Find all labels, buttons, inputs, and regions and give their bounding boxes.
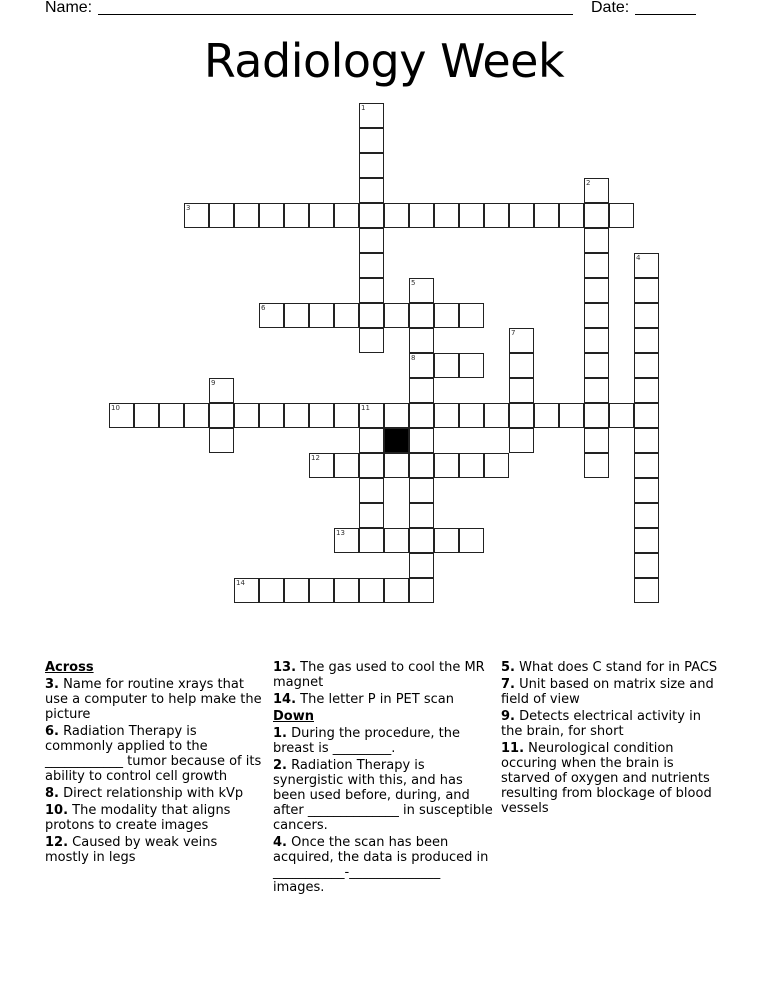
grid-cell[interactable] (634, 553, 659, 578)
grid-cell[interactable] (584, 228, 609, 253)
clue-across-14 (273, 692, 495, 707)
clue-number: 11. (501, 741, 525, 756)
clue-down-2 (273, 758, 495, 833)
grid-cell[interactable] (384, 203, 409, 228)
grid-cell[interactable] (359, 403, 384, 428)
grid-cell[interactable] (209, 378, 234, 403)
grid-cell[interactable] (584, 203, 609, 228)
cell-number: 8 (411, 354, 416, 362)
clue-text: Direct relationship with kVp (63, 786, 244, 801)
grid-cell[interactable] (409, 578, 434, 603)
grid-cell[interactable] (459, 353, 484, 378)
clue-text: Radiation Therapy is synergistic with this, and has been used before, during, and after ______________ in susceptible cancers. (273, 758, 493, 833)
grid-cell[interactable] (609, 403, 634, 428)
grid-cell[interactable] (509, 328, 534, 353)
clue-text: The modality that aligns protons to create images (45, 803, 231, 833)
grid-cell[interactable] (584, 278, 609, 303)
grid-cell[interactable] (334, 578, 359, 603)
clue-text: Once the scan has been acquired, the data is produced in ___________-______________ images. (273, 835, 489, 895)
grid-cell[interactable] (559, 203, 584, 228)
clue-number: 3. (45, 677, 59, 692)
cell-number: 14 (236, 579, 245, 587)
clue-across-3 (45, 677, 265, 722)
grid-cell[interactable] (159, 403, 184, 428)
grid-cell[interactable] (584, 353, 609, 378)
grid-cell[interactable] (634, 253, 659, 278)
grid-cell[interactable] (409, 278, 434, 303)
grid-cell[interactable] (434, 528, 459, 553)
grid-cell[interactable] (234, 203, 259, 228)
clue-text: Unit based on matrix size and field of view (501, 677, 714, 707)
grid-cell[interactable] (384, 453, 409, 478)
name-field[interactable] (98, 14, 573, 15)
grid-cell[interactable] (459, 303, 484, 328)
clue-number: 10. (45, 803, 69, 818)
grid-cell[interactable] (334, 453, 359, 478)
clue-text: What does C stand for in PACS (519, 660, 718, 675)
grid-cell[interactable] (359, 453, 384, 478)
grid-cell[interactable] (459, 403, 484, 428)
grid-cell[interactable] (259, 303, 284, 328)
grid-cell[interactable] (459, 453, 484, 478)
grid-cell[interactable] (384, 528, 409, 553)
date-field[interactable] (635, 14, 696, 15)
grid-cell[interactable] (484, 453, 509, 478)
grid-cell[interactable] (509, 403, 534, 428)
clue-number: 13. (273, 660, 297, 675)
clue-number: 7. (501, 677, 515, 692)
clue-text: During the procedure, the breast is _________. (273, 726, 460, 756)
grid-cell[interactable] (209, 428, 234, 453)
clues-column-3 (501, 660, 726, 818)
clue-number: 4. (273, 835, 287, 850)
grid-cell[interactable] (359, 428, 384, 453)
grid-cell[interactable] (309, 203, 334, 228)
grid-cell[interactable] (359, 203, 384, 228)
cell-number: 6 (261, 304, 266, 312)
cell-number: 9 (211, 379, 216, 387)
clue-down-9 (501, 709, 726, 739)
grid-cell[interactable] (359, 478, 384, 503)
grid-cell[interactable] (459, 203, 484, 228)
grid-cell[interactable] (309, 453, 334, 478)
grid-cell[interactable] (359, 578, 384, 603)
grid-cell[interactable] (359, 328, 384, 353)
grid-cell[interactable] (634, 403, 659, 428)
grid-cell[interactable] (259, 578, 284, 603)
name-label: Name: (45, 0, 93, 16)
grid-cell[interactable] (634, 528, 659, 553)
grid-cell[interactable] (584, 303, 609, 328)
clue-across-6 (45, 724, 265, 784)
cell-number: 3 (186, 204, 191, 212)
grid-cell[interactable] (309, 403, 334, 428)
grid-cell[interactable] (409, 553, 434, 578)
down-heading: Down (273, 709, 314, 724)
clues-column-1 (45, 660, 265, 867)
grid-cell[interactable] (459, 528, 484, 553)
grid-cell[interactable] (584, 453, 609, 478)
date-label: Date: (591, 0, 630, 16)
clue-down-7 (501, 677, 726, 707)
grid-cell[interactable] (359, 503, 384, 528)
grid-cell[interactable] (434, 203, 459, 228)
grid-cell[interactable] (334, 303, 359, 328)
clue-text: Name for routine xrays that use a computer to help make the picture (45, 677, 262, 722)
grid-cell[interactable] (284, 303, 309, 328)
grid-cell[interactable] (584, 378, 609, 403)
cell-number: 7 (511, 329, 516, 337)
grid-cell[interactable] (484, 203, 509, 228)
grid-cell[interactable] (509, 428, 534, 453)
grid-cell[interactable] (634, 353, 659, 378)
grid-cell[interactable] (584, 253, 609, 278)
grid-cell[interactable] (634, 378, 659, 403)
grid-cell[interactable] (334, 528, 359, 553)
grid-cell[interactable] (284, 403, 309, 428)
cell-number: 12 (311, 454, 320, 462)
grid-cell[interactable] (184, 203, 209, 228)
black-cell (384, 428, 409, 453)
grid-cell[interactable] (209, 403, 234, 428)
cell-number: 2 (586, 179, 591, 187)
clue-text: Detects electrical activity in the brain, for short (501, 709, 701, 739)
grid-cell[interactable] (409, 528, 434, 553)
grid-cell[interactable] (434, 403, 459, 428)
grid-cell[interactable] (409, 478, 434, 503)
grid-cell[interactable] (359, 528, 384, 553)
grid-cell[interactable] (634, 478, 659, 503)
grid-cell[interactable] (584, 328, 609, 353)
clue-text: Caused by weak veins mostly in legs (45, 835, 218, 865)
grid-cell[interactable] (359, 303, 384, 328)
grid-cell[interactable] (434, 353, 459, 378)
grid-cell[interactable] (609, 203, 634, 228)
grid-cell[interactable] (434, 453, 459, 478)
cell-number: 11 (361, 404, 370, 412)
grid-cell[interactable] (634, 578, 659, 603)
grid-cell[interactable] (434, 303, 459, 328)
grid-cell[interactable] (509, 203, 534, 228)
grid-cell[interactable] (134, 403, 159, 428)
grid-cell[interactable] (384, 303, 409, 328)
grid-cell[interactable] (634, 278, 659, 303)
grid-cell[interactable] (209, 203, 234, 228)
clue-number: 6. (45, 724, 59, 739)
grid-cell[interactable] (109, 403, 134, 428)
clue-text: Radiation Therapy is commonly applied to the ____________ tumor because of its ability to control cell growth (45, 724, 262, 784)
clue-number: 1. (273, 726, 287, 741)
grid-cell[interactable] (409, 328, 434, 353)
clue-text: Neurological condition occuring when the brain is starved of oxygen and nutrients resulting from blockage of blood vessels (501, 741, 712, 816)
grid-cell[interactable] (409, 353, 434, 378)
cell-number: 13 (336, 529, 345, 537)
grid-cell[interactable] (584, 178, 609, 203)
clue-number: 12. (45, 835, 69, 850)
grid-cell[interactable] (634, 503, 659, 528)
clue-text: The gas used to cool the MR magnet (273, 660, 485, 690)
clue-number: 5. (501, 660, 515, 675)
clues-column-2 (273, 660, 495, 897)
clue-number: 14. (273, 692, 297, 707)
across-heading: Across (45, 660, 94, 675)
grid-cell[interactable] (359, 178, 384, 203)
grid-cell[interactable] (384, 403, 409, 428)
clue-across-8 (45, 786, 265, 801)
grid-cell[interactable] (409, 403, 434, 428)
grid-cell[interactable] (534, 203, 559, 228)
grid-cell[interactable] (184, 403, 209, 428)
grid-cell[interactable] (409, 453, 434, 478)
grid-cell[interactable] (409, 378, 434, 403)
clue-across-13 (273, 660, 495, 690)
grid-cell[interactable] (259, 403, 284, 428)
clue-number: 2. (273, 758, 287, 773)
clue-number: 9. (501, 709, 515, 724)
page-title: Radiology Week (203, 34, 565, 88)
grid-cell[interactable] (334, 203, 359, 228)
grid-cell[interactable] (634, 453, 659, 478)
grid-cell[interactable] (359, 228, 384, 253)
clue-across-12 (45, 835, 265, 865)
grid-cell[interactable] (284, 578, 309, 603)
grid-cell[interactable] (559, 403, 584, 428)
clue-number: 8. (45, 786, 59, 801)
cell-number: 5 (411, 279, 416, 287)
grid-cell[interactable] (409, 203, 434, 228)
grid-cell[interactable] (334, 403, 359, 428)
grid-cell[interactable] (359, 153, 384, 178)
clue-down-11 (501, 741, 726, 816)
grid-cell[interactable] (509, 378, 534, 403)
grid-cell[interactable] (409, 303, 434, 328)
clue-text: The letter P in PET scan (300, 692, 454, 707)
grid-cell[interactable] (584, 428, 609, 453)
grid-cell[interactable] (359, 128, 384, 153)
grid-cell[interactable] (359, 253, 384, 278)
grid-cell[interactable] (234, 403, 259, 428)
crossword-grid (109, 103, 659, 603)
grid-cell[interactable] (409, 503, 434, 528)
cell-number: 10 (111, 404, 120, 412)
grid-cell[interactable] (309, 303, 334, 328)
grid-cell[interactable] (484, 403, 509, 428)
grid-cell[interactable] (359, 103, 384, 128)
grid-cell[interactable] (234, 578, 259, 603)
clue-down-5 (501, 660, 726, 675)
grid-cell[interactable] (634, 303, 659, 328)
grid-cell[interactable] (284, 203, 309, 228)
grid-cell[interactable] (409, 428, 434, 453)
grid-cell[interactable] (584, 403, 609, 428)
grid-cell[interactable] (534, 403, 559, 428)
clue-down-4 (273, 835, 495, 895)
grid-cell[interactable] (634, 428, 659, 453)
grid-cell[interactable] (634, 328, 659, 353)
grid-cell[interactable] (384, 578, 409, 603)
grid-cell[interactable] (509, 353, 534, 378)
clue-across-10 (45, 803, 265, 833)
grid-cell[interactable] (309, 578, 334, 603)
cell-number: 4 (636, 254, 641, 262)
clue-down-1 (273, 726, 495, 756)
cell-number: 1 (361, 104, 366, 112)
grid-cell[interactable] (259, 203, 284, 228)
grid-cell[interactable] (359, 278, 384, 303)
